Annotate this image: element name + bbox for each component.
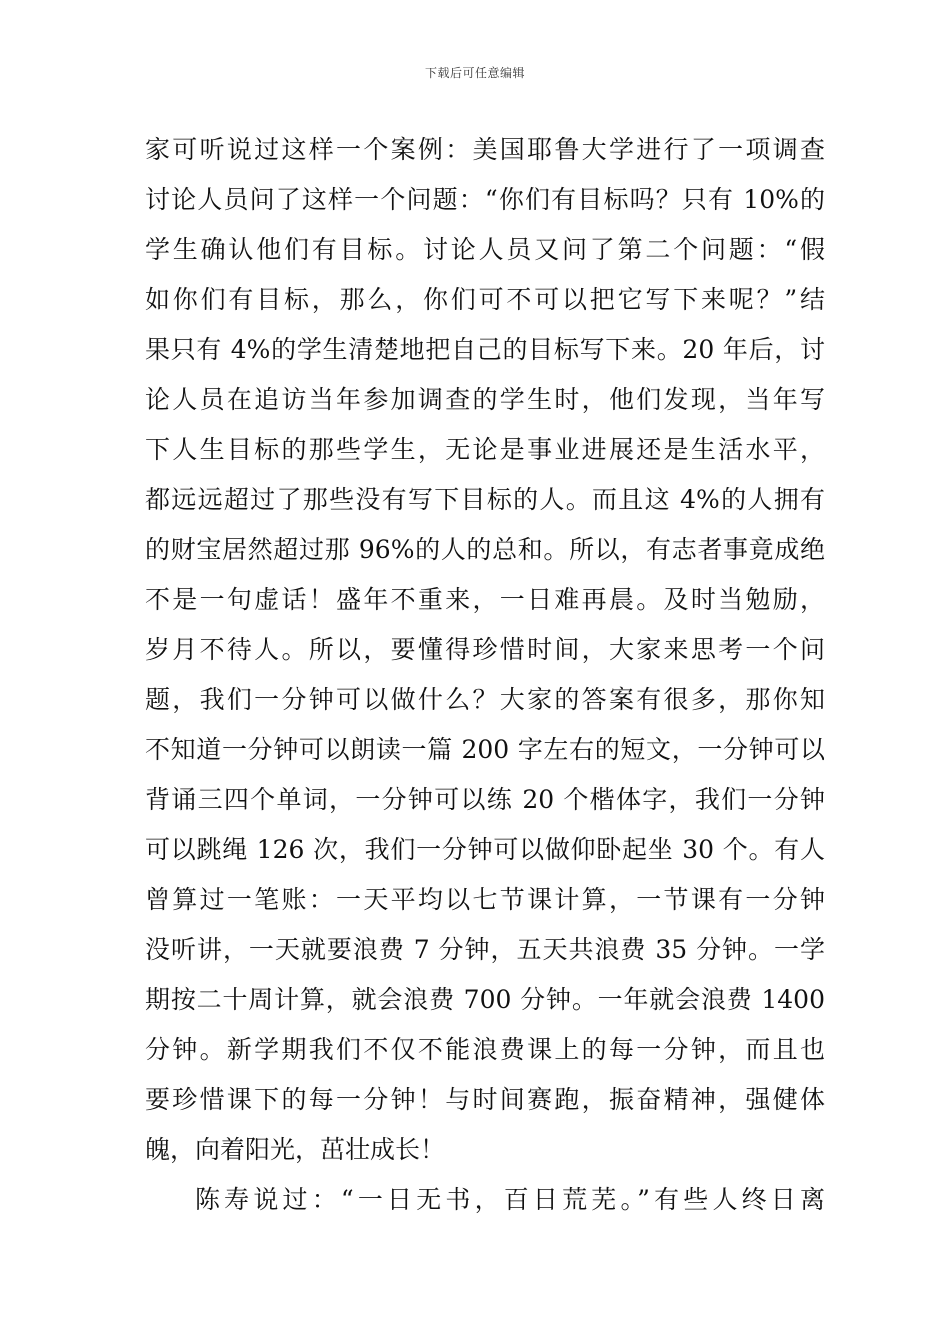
text-line: 背诵三四个单词，一分钟可以练 20 个楷体字，我们一分钟 — [145, 785, 825, 814]
text-line: 要珍惜课下的每一分钟！与时间赛跑，振奋精神，强健体 — [145, 1085, 825, 1114]
text-line: 陈寿说过：“一日无书，百日荒芜。”有些人终日离 — [195, 1185, 825, 1214]
text-line: 题，我们一分钟可以做什么？大家的答案有很多，那你知 — [145, 685, 825, 714]
text-line: 不知道一分钟可以朗读一篇 200 字左右的短文，一分钟可以 — [145, 735, 825, 764]
paragraph-reading-quote — [145, 1175, 825, 1225]
text-line: 学生确认他们有目标。讨论人员又问了第二个问题：“假 — [145, 235, 825, 264]
text-line: 岁月不待人。所以，要懂得珍惜时间，大家来思考一个问 — [145, 635, 825, 664]
text-line: 可以跳绳 126 次，我们一分钟可以做仰卧起坐 30 个。有人 — [145, 835, 825, 864]
text-line: 不是一句虚话！盛年不重来，一日难再晨。及时当勉励， — [145, 585, 825, 614]
text-line: 家可听说过这样一个案例：美国耶鲁大学进行了一项调查 — [145, 135, 825, 164]
text-line: 没听讲，一天就要浪费 7 分钟，五天共浪费 35 分钟。一学 — [145, 935, 825, 964]
text-line: 魄，向着阳光，茁壮成长！ — [145, 1135, 446, 1164]
text-line: 都远远超过了那些没有写下目标的人。而且这 4%的人拥有 — [145, 485, 825, 514]
text-line: 如你们有目标，那么，你们可不可以把它写下来呢？”结 — [145, 285, 825, 314]
text-line: 论人员在追访当年参加调查的学生时，他们发现，当年写 — [145, 385, 825, 414]
text-line: 期按二十周计算，就会浪费 700 分钟。一年就会浪费 1400 — [145, 985, 825, 1014]
document-body — [145, 125, 825, 1225]
page-header: 下载后可任意编辑 — [424, 66, 525, 80]
text-line: 分钟。新学期我们不仅不能浪费课上的每一分钟，而且也 — [145, 1035, 825, 1064]
text-line: 下人生目标的那些学生，无论是事业进展还是生活水平， — [145, 435, 825, 464]
text-line: 果只有 4%的学生清楚地把自己的目标写下来。20 年后，讨 — [145, 335, 825, 364]
paragraph-time-value — [145, 125, 825, 1175]
text-line: 讨论人员问了这样一个问题：“你们有目标吗？只有 10%的 — [145, 185, 825, 214]
text-line: 的财宝居然超过那 96%的人的总和。所以，有志者事竟成绝 — [145, 535, 825, 564]
text-line: 曾算过一笔账：一天平均以七节课计算，一节课有一分钟 — [145, 885, 825, 914]
